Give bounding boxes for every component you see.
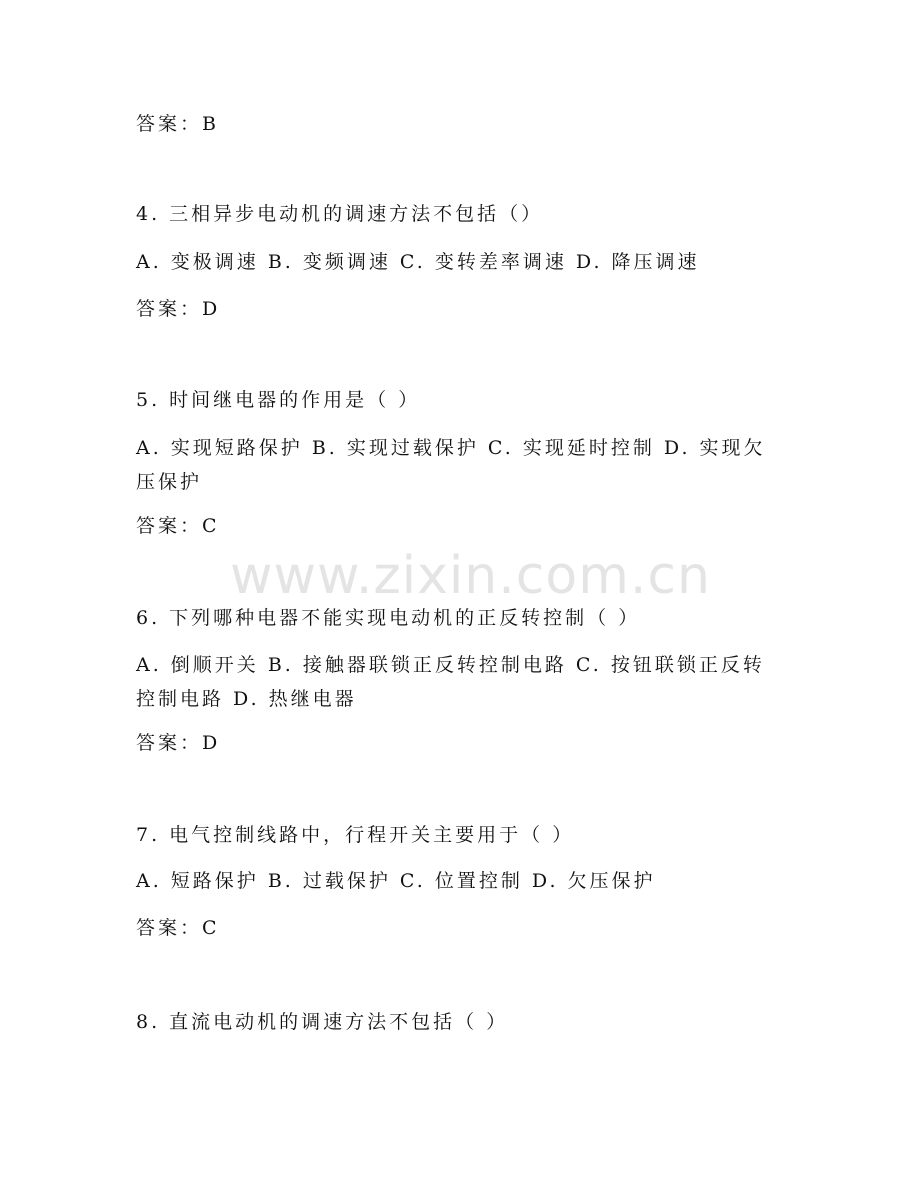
options-q5: A. 实现短路保护 B. 实现过载保护 C. 实现延时控制 D. 实现欠压保护	[136, 437, 766, 493]
watermark: www.zixin.com.cn	[230, 546, 711, 606]
answer-q3: 答案：B	[136, 113, 219, 135]
answer-q4: 答案：D	[136, 298, 221, 320]
question-4: 4. 三相异步电动机的调速方法不包括（）	[136, 203, 544, 225]
options-q6: A. 倒顺开关 B. 接触器联锁正反转控制电路 C. 按钮联锁正反转控制电路 D. 热继电器	[136, 654, 765, 710]
question-7: 7. 电气控制线路中，行程开关主要用于（ ）	[136, 824, 575, 846]
answer-q7: 答案：C	[136, 917, 220, 939]
question-6: 6. 下列哪种电器不能实现电动机的正反转控制（ ）	[136, 607, 641, 629]
question-8: 8. 直流电动机的调速方法不包括（ ）	[136, 1011, 509, 1033]
answer-q5: 答案：C	[136, 515, 220, 537]
options-q7: A. 短路保护 B. 过载保护 C. 位置控制 D. 欠压保护	[136, 870, 656, 892]
question-5: 5. 时间继电器的作用是（ ）	[136, 389, 421, 411]
options-q4: A. 变极调速 B. 变频调速 C. 变转差率调速 D. 降压调速	[136, 251, 700, 273]
answer-q6: 答案：D	[136, 732, 221, 754]
